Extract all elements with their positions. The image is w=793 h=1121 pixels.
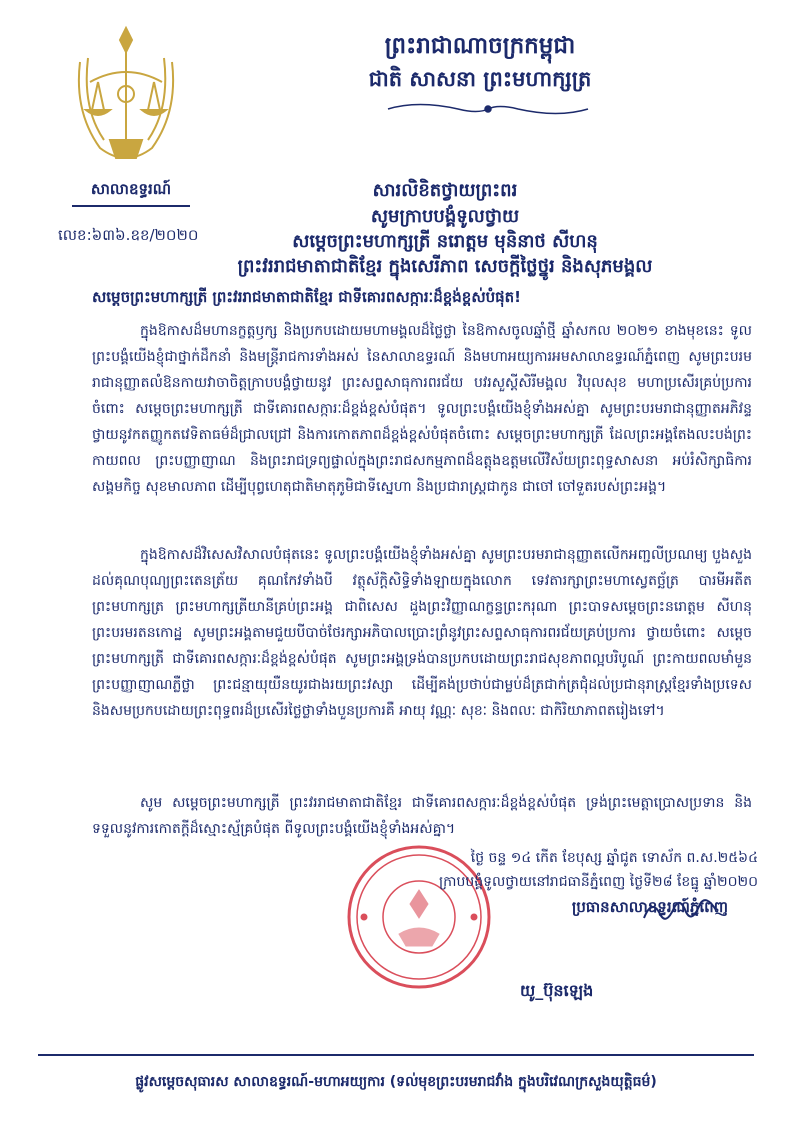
- address-line: សូមក្រាបបង្គំទូលថ្វាយ: [370, 206, 520, 227]
- handwritten-signature-icon: [640, 890, 720, 930]
- ornament-divider-icon: [378, 100, 598, 118]
- signer-title: ប្រធានសាលាឧទ្ធរណ៍ភ្នំពេញ: [571, 898, 728, 916]
- kingdom-title: ព្រះរាជាណាចក្រកម្ពុជា: [384, 33, 576, 59]
- body-paragraph-1: ក្នុងឱកាសដ៏មហានក្ខត្តឫក្ស និងប្រកបដោយមហាមង្គលដ៏ថ្លៃថ្លា នៃឱកាសចូលឆ្នាំថ្មី ឆ្នាំសកល ២០២១ ខាងមុខនេះ ទូលព្រះបង្គំយើងខ្ញុំជាថ្នាក់ដឹកនាំ និងមន្ត្រីរាជការទាំងអស់ នៃសាលាឧទ្ធរណ៍ និងមហាអយ្យការអមសាលាឧទ្ធរណ៍ភ្នំពេញ សូមព្រះបរមរាជានុញ្ញាតលំឱនកាយវាចាចិត្តក្រាបបង្គំថ្វាយនូវ ព្រះសព្ទសាធុការពរជ័យ បវរសួស្តីសិរីមង្គល វិបុលសុខ មហាប្រសើរគ្រប់ប្រការចំពោះ សម្តេចព្រះមហាក្សត្រី ជាទីគោរពសក្ការៈដ៏ខ្ពង់ខ្ពស់បំផុត។ ទូលព្រះបង្គំយើងខ្ញុំទាំងអស់គ្នា សូមព្រះបរមរាជានុញ្ញាតអភិវន្ទថ្វាយនូវកតញ្ញូកតវេទិតាធម៌ដ៏ជ្រាលជ្រៅ និងការកោតភាពដ៏ខ្ពង់ខ្ពស់បំផុតចំពោះ សម្តេចព្រះមហាក្សត្រី ដែលព្រះអង្គតែងលះបង់ព្រះកាយពល ព្រះបញ្ញាញាណ និងព្រះរាជទ្រព្យផ្ទាល់ក្នុងព្រះរាជសកម្មភាពដ៏ឧត្តុងឧត្តមលើវិស័យព្រះពុទ្ធសាសនា អប់រំសិក្សាធិការ សង្គមកិច្ច សុខមាលភាព ដើម្បីបុព្វហេតុជាតិមាតុភូមិជាទីស្នេហា និងប្រជារាស្ត្រជាកូន ជាចៅ ចៅទួតរបស់ព្រះអង្គ។: [92, 323, 752, 495]
- letter-title: សារលិខិតថ្វាយព្រះពរ: [372, 180, 518, 201]
- recipient-title: ព្រះវររាជមាតាជាតិខ្មែរ ក្នុងសេរីភាព សេចក្ដីថ្លៃថ្នូរ និងសុភមង្គល: [237, 256, 653, 277]
- department-name: សាលាឧទ្ធរណ៍: [56, 180, 206, 207]
- body-paragraph-3: សូម សម្តេចព្រះមហាក្សត្រី ព្រះវររាជមាតាជាតិខ្មែរ ជាទីគោរពសក្ការៈដ៏ខ្ពង់ខ្ពស់បំផុត ទ្រង់ព្រះមេត្តាប្រោសប្រទាន និងទទួលនូវការកោតក្ដីដ៏ស្មោះស្ម័គ្របំផុត ពីទូលព្រះបង្គំយើងខ្ញុំទាំងអស់គ្នា។: [92, 795, 752, 837]
- footer-divider: [38, 1054, 754, 1056]
- lunar-date: ថ្ងៃ ចន្ទ ១៤ កើត ខែបុស្ស ឆ្នាំជូត ទោស័ក ព.ស.២៥៦៤: [470, 850, 758, 866]
- royal-emblem-icon: [70, 22, 182, 172]
- national-motto: ជាតិ សាសនា ព្រះមហាក្សត្រ: [368, 67, 592, 91]
- salutation: សម្តេចព្រះមហាក្សត្រី ព្រះវររាជមាតាជាតិខ្មែរ ជាទីគោរពសក្ការៈដ៏ខ្ពង់ខ្ពស់បំផុត!: [92, 288, 522, 306]
- footer-address: ផ្លូវសម្តេចសុធារស សាលាឧទ្ធរណ៍-មហាអយ្យការ (ទល់មុខព្រះបរមរាជវាំង ក្នុងបរិវេណក្រសួងយុត្តិធម៌): [135, 1074, 657, 1090]
- solar-date: ក្រាបបង្គំទូលថ្វាយនៅរាជធានីភ្នំពេញ ថ្ងៃទី២៨ ខែធ្នូ ឆ្នាំ២០២០: [439, 874, 758, 890]
- body-paragraph-2: ក្នុងឱកាសដ៏វិសេសវិសាលបំផុតនេះ ទូលព្រះបង្គំយើងខ្ញុំទាំងអស់គ្នា សូមព្រះបរមរាជានុញ្ញាតលើកអញ្ជលីប្រណម្យ បួងសួង ដល់គុណបុណ្យព្រះតេនត្រ័យ គុណកែវទាំងបី វត្ថុស័ក្តិសិទ្ធិទាំងឡាយក្នុងលោក ទេវតារក្សាព្រះមហាស្វេតច្ឆ័ត្រ បារមីអតីតព្រះមហាក្សត្រ ព្រះមហាក្សត្រីយានីគ្រប់ព្រះអង្គ ជាពិសេស ដួងព្រះវិញ្ញាណក្ខន្ធព្រះករុណា ព្រះបាទសម្តេចព្រះនរោត្តម សីហនុ ព្រះបរមរតនកោដ្ឋ សូមព្រះអង្គតាមជួយបីបាច់ថែរក្សាអភិបាលប្រោះព្រំនូវព្រះសព្ទសាធុការពរជ័យគ្រប់ប្រការ ថ្វាយចំពោះ សម្តេចព្រះមហាក្សត្រី ជាទីគោរពសក្ការៈដ៏ខ្ពង់ខ្ពស់បំផុត សូមព្រះអង្គទ្រង់បានប្រកបដោយព្រះរាជសុខភាពល្អបរិបូណ៍ ព្រះកាយពលមាំមួន ព្រះបញ្ញាញាណភ្លឺថ្លា ព្រះជន្មាយុយឺនយូរជាងរយព្រះវស្សា ដើម្បីគង់ប្រថាប់ជាម្លប់ដ៏ត្រជាក់ត្រជុំដល់ប្រជានុរាស្ត្រខ្មែរទាំងប្រទេស និងសមប្រកបដោយព្រះពុទ្ធពរដ៏ប្រសើរថ្លៃថ្លាទាំងបួនប្រការគឺ អាយុ វណ្ណៈ សុខៈ និងពលៈ ជាកិរិយាភាពតរៀងទៅ។: [92, 547, 752, 719]
- recipient-name: សម្តេចព្រះមហាក្សត្រី នរោត្តម មុនិនាថ សីហនុ: [292, 231, 598, 252]
- reference-number: លេខ:៦៣៦.ឧខ/២០២០: [58, 226, 199, 244]
- signer-name: យូ_ប៊ុនឡេង: [520, 981, 594, 1000]
